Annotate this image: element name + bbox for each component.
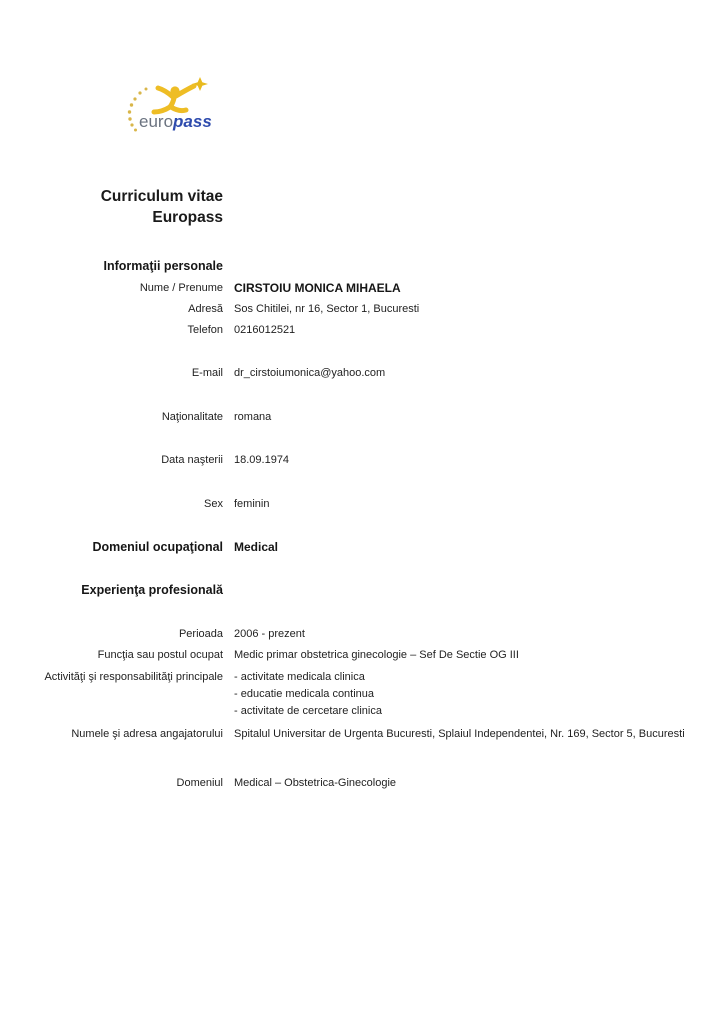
activity-line: - activitate medicala clinica <box>234 671 365 683</box>
row-adresa <box>42 301 702 317</box>
row-nationalitate <box>42 409 702 425</box>
logo-pass-text: pass <box>173 112 212 131</box>
section-heading-label: Experienţa profesională <box>81 583 223 597</box>
field-value: 18.09.1974 <box>234 454 290 466</box>
field-label: Domeniul <box>176 777 223 789</box>
field-value: Sos Chitilei, nr 16, Sector 1, Bucuresti <box>234 303 420 315</box>
activity-line: - educatie medicala continua <box>234 688 375 700</box>
row-sex <box>42 496 702 512</box>
section-heading-personal <box>42 258 702 275</box>
field-label: Domeniul ocupaţional <box>92 540 223 554</box>
field-label: Sex <box>204 498 223 510</box>
field-label: Nume / Prenume <box>139 282 223 294</box>
europass-wordmark <box>139 112 212 132</box>
field-value: Medical – Obstetrica-Ginecologie <box>234 777 397 789</box>
field-value <box>234 669 696 720</box>
europass-logo <box>126 76 230 136</box>
field-value: feminin <box>234 498 270 510</box>
row-nume-prenume <box>42 280 702 297</box>
field-label: Naţionalitate <box>161 411 223 423</box>
activity-line: - activitate de cercetare clinica <box>234 705 382 717</box>
field-label: Activităţi şi responsabilităţi principale <box>44 671 223 683</box>
field-label: Telefon <box>187 324 223 336</box>
row-email <box>42 365 702 381</box>
row-domeniul-ocupational <box>42 539 702 556</box>
field-value: dr_cirstoiumonica@yahoo.com <box>234 367 386 379</box>
field-label: Funcţia sau postul ocupat <box>97 649 223 661</box>
row-data-nasterii <box>42 452 702 468</box>
title-line-1: Curriculum vitae <box>100 188 223 205</box>
row-angajator <box>42 726 702 742</box>
row-telefon <box>42 322 702 338</box>
europass-person-head <box>170 86 179 95</box>
field-label: Adresă <box>188 303 223 315</box>
field-value: 0216012521 <box>234 324 296 336</box>
field-value: Spitalul Universitar de Urgenta Bucuresti, Splaiul Independentei, Nr. 169, Sector 5, Bucuresti <box>234 728 685 740</box>
row-domeniul <box>42 775 702 791</box>
section-heading-experience <box>42 582 702 599</box>
row-perioada <box>42 626 702 642</box>
section-heading-label: Informaţii personale <box>103 259 223 273</box>
logo-euro-text: euro <box>139 112 174 131</box>
field-value: Medical <box>234 540 279 554</box>
field-label: Perioada <box>178 628 223 640</box>
field-value: romana <box>234 411 272 423</box>
field-value: 2006 - prezent <box>234 628 305 640</box>
field-label: E-mail <box>191 367 223 379</box>
field-label: Data naşterii <box>161 454 223 466</box>
field-value: Medic primar obstetrica ginecologie – Sef De Sectie OG III <box>234 649 519 661</box>
field-label: Numele şi adresa angajatorului <box>71 728 223 740</box>
row-activitati <box>42 669 702 720</box>
row-functia <box>42 647 702 663</box>
page-title <box>42 186 223 228</box>
title-line-2: Europass <box>152 209 223 226</box>
field-value: CIRSTOIU MONICA MIHAELA <box>234 281 401 295</box>
